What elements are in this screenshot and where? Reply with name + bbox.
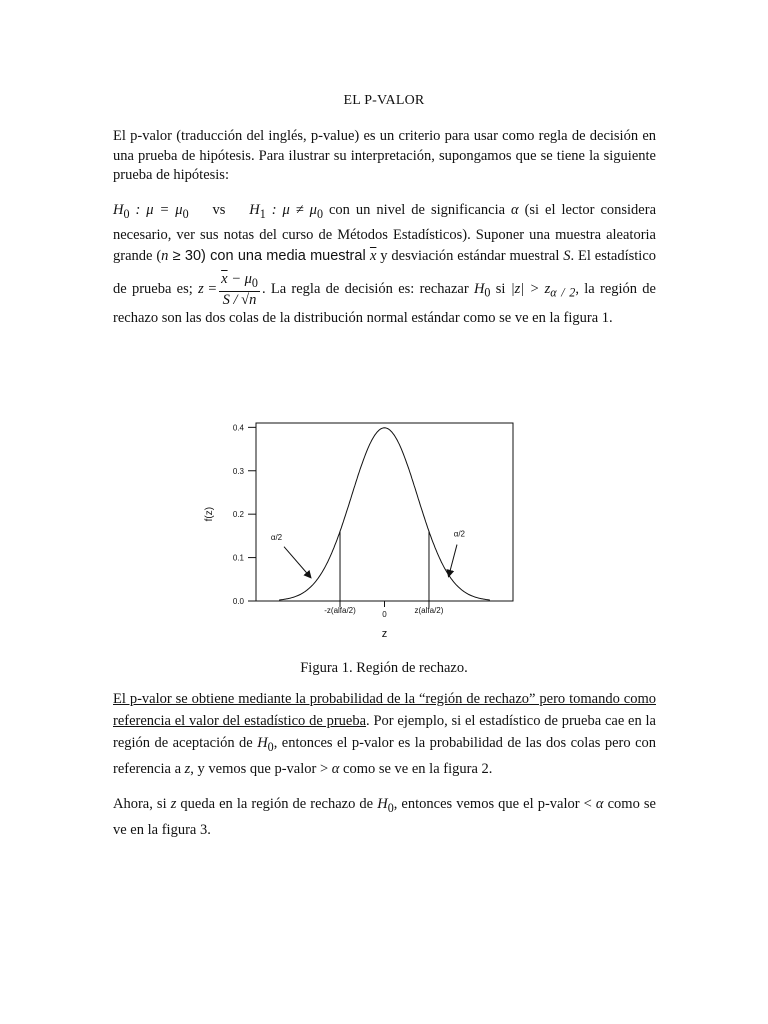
text-ahora: Ahora, si	[113, 796, 171, 812]
text-statistic: . El estadístico de prueba es;	[113, 247, 657, 297]
alpha-symbol-3: α	[595, 796, 604, 812]
text-example: . Por ejemplo, si el estadístico de prueba cae en la región de aceptación de	[113, 713, 656, 751]
h0-acceptance-symbol: H	[257, 735, 268, 751]
z-symbol: z	[184, 760, 191, 777]
h1-relation: : μ ≠ μ	[265, 202, 317, 218]
text-significance: con un nivel de significancia	[323, 202, 511, 218]
y-tick-label: 0.2	[232, 510, 244, 520]
text-rejection-of: queda en la región de rechazo de	[176, 796, 378, 812]
fraction-numerator-rest: − μ	[227, 270, 252, 287]
x-axis-label: z	[381, 628, 388, 640]
y-axis-label: f(z)	[204, 506, 215, 522]
alpha-half-right-label: α/2	[453, 529, 465, 539]
alpha-half-left-label: α/2	[270, 533, 283, 543]
plot-frame	[256, 423, 513, 601]
abs-z-subscript: α / 2	[550, 285, 576, 300]
y-tick-label: 0.3	[232, 466, 244, 476]
document-title: EL P-VALOR	[343, 93, 425, 108]
x-tick-label: -z(alfa/2)	[324, 606, 356, 615]
h1-relation-subscript: 0	[316, 206, 324, 221]
alpha-half-right-arrow	[449, 545, 457, 576]
normal-distribution-chart	[190, 410, 530, 650]
alpha-symbol: α	[511, 202, 519, 218]
fraction-numerator-subscript: 0	[251, 275, 258, 290]
h0-relation-subscript: 0	[182, 206, 189, 221]
h0-reject-subscript: 0	[484, 285, 491, 300]
text-notes: (si el lector considera necesario, ver sus notas del curso de Métodos Estadísticos). Suponer una muestra aleatoria grande (	[113, 202, 657, 264]
paragraph-pvalue-definition	[113, 688, 656, 780]
text-figure-2: como se ve en la figura 2.	[339, 760, 493, 777]
test-statistic-fraction	[219, 271, 260, 308]
text-sample-size: ≥ 30) con una media muestral	[168, 247, 370, 264]
h1-subscript: 1	[259, 206, 266, 221]
y-tick-label: 0.4	[232, 423, 244, 433]
z-equals: z =	[198, 280, 218, 297]
paragraph-hypothesis	[113, 200, 656, 329]
text-two-tails: , entonces el p-valor es la probabilidad de las dos colas pero con referencia a	[113, 735, 656, 777]
h0-rejection-subscript: 0	[387, 800, 394, 815]
xbar-symbol: $\overline{x}$	[369, 247, 377, 264]
text-si: si	[490, 280, 511, 297]
normal-curve	[279, 428, 490, 600]
h0-subscript: 0	[123, 206, 130, 221]
alpha-symbol-2: α	[331, 760, 340, 777]
x-tick-label: z(alfa/2)	[414, 606, 444, 615]
h0-symbol: H	[113, 202, 124, 218]
text-figure-3: como se ve en la figura 3.	[113, 796, 656, 838]
z-symbol-2: z	[170, 796, 177, 812]
n-symbol: n	[161, 247, 169, 264]
y-tick-label: 0.0	[232, 597, 244, 606]
h0-rejection-symbol: H	[377, 796, 388, 812]
s-symbol: S	[563, 247, 571, 264]
h0-acceptance-subscript: 0	[267, 739, 274, 754]
h1-symbol: H	[249, 202, 260, 218]
h0-relation: : μ = μ	[129, 202, 183, 218]
text-std-dev: y desviación estándar muestral	[376, 247, 564, 264]
text-decision-rule: . La regla de decisión es: rechazar	[261, 280, 474, 297]
x-tick-label: 0	[382, 610, 387, 619]
abs-z-condition: |z| > z	[510, 280, 551, 297]
text-pvalue-less: , entonces vemos que el p-valor <	[393, 796, 596, 812]
h0-reject-symbol: H	[473, 280, 485, 297]
fraction-denominator: S / √n	[222, 291, 257, 308]
fraction-numerator-xbar: $\overline{x}$	[221, 270, 228, 287]
y-tick-label: 0.1	[232, 553, 244, 563]
paragraph-rejection-case	[113, 793, 656, 841]
alpha-half-left-arrow	[284, 547, 310, 577]
paragraph-intro: El p-valor (traducción del inglés, p-value) es un criterio para usar como regla de decisión en una prueba de hipótesis. Para ilustrar su interpretación, supongamos que se tiene la siguiente prueba de hipótesis:	[113, 128, 656, 183]
figure-caption: Figura 1. Región de rechazo.	[300, 660, 468, 676]
text-rejection-region: , la región de rechazo son las dos colas de la distribución normal estándar como se ve en la figura 1.	[113, 280, 656, 326]
underlined-definition: El p-valor se obtiene mediante la probabilidad de la “región de rechazo” pero tomando como referencia el valor del estadístico de prueba	[113, 691, 656, 729]
vs-text: vs	[212, 202, 226, 218]
text-pvalue-greater: , y vemos que p-valor >	[190, 760, 332, 777]
